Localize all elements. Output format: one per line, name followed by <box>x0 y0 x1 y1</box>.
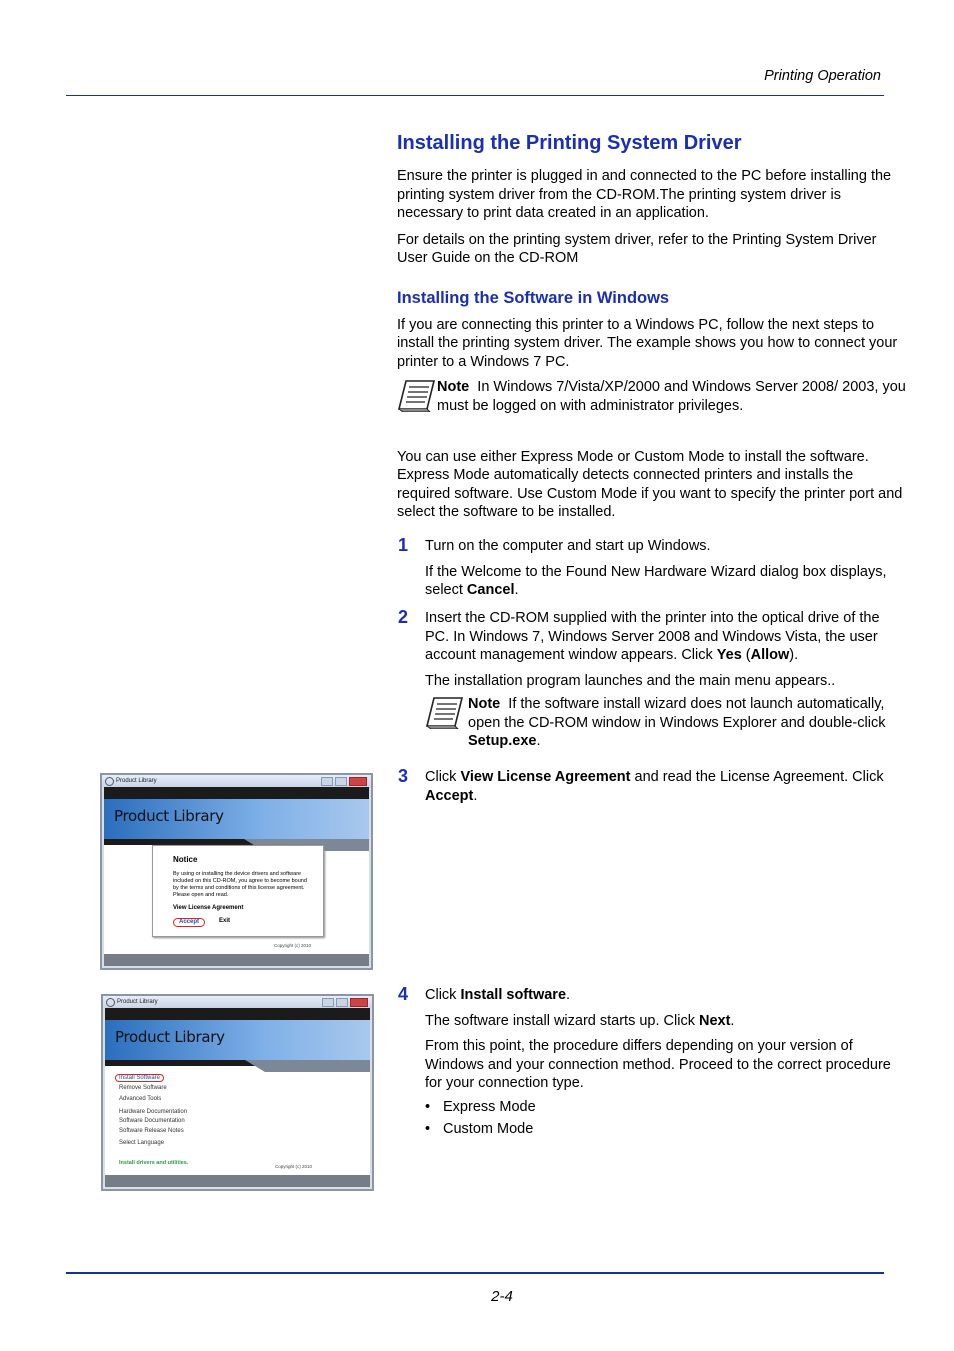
banner-title: Product Library <box>114 807 224 825</box>
notice-title: Notice <box>173 855 198 864</box>
note-label: Note <box>437 379 470 395</box>
note-label: Note <box>468 696 501 712</box>
bold-term: Setup.exe <box>468 733 537 749</box>
punctuation: . <box>473 787 478 804</box>
status-text: Install drivers and utilities. <box>119 1159 189 1166</box>
step-text: and read the License Agreement. Click <box>630 769 884 785</box>
menu-item-release-notes[interactable]: Software Release Notes <box>119 1127 184 1134</box>
close-icon <box>349 777 367 786</box>
section-subtitle: Installing the Software in Windows <box>397 288 670 307</box>
step-1 <box>425 537 905 600</box>
exit-button[interactable]: Exit <box>219 918 231 924</box>
bold-term: Yes <box>716 647 742 663</box>
step-number: 2 <box>398 607 409 627</box>
menu-item-install-software[interactable]: Install Software <box>115 1074 164 1082</box>
punctuation: . <box>730 1012 735 1029</box>
step-number: 3 <box>398 766 409 786</box>
window-titlebar <box>102 775 371 787</box>
step-4 <box>425 986 895 1139</box>
footer-rule <box>66 1272 884 1274</box>
intro-paragraph-2: For details on the printing system driver, refer to the Printing System Driver User Guide on the CD-ROM <box>397 231 877 266</box>
bold-term: Next <box>698 1012 731 1029</box>
menu-item-advanced-tools[interactable]: Advanced Tools <box>119 1096 162 1102</box>
bold-term: Accept <box>425 787 474 804</box>
note-box <box>397 378 909 418</box>
punctuation: . <box>514 582 519 598</box>
menu-item-remove-software[interactable]: Remove Software <box>119 1084 167 1091</box>
modes-paragraph: You can use either Express Mode or Custom Mode to install the software. Express Mode automatically detects connected printers and installs the required software. Use Custom Mode if you want to specify the printer port and select the software to be installed. <box>397 448 903 520</box>
app-icon <box>105 777 114 786</box>
window-body <box>104 787 369 954</box>
notice-text: By using or installing the device drivers and software included on this CD-ROM, you agree to become bound by the terms and conditions of this license agreement. Please open and read. <box>173 871 307 898</box>
banner-title: Product Library <box>115 1028 225 1046</box>
step-number: 4 <box>398 984 409 1004</box>
menu-item-select-language[interactable]: Select Language <box>119 1140 165 1146</box>
window-body <box>105 1008 370 1175</box>
window-title: Product Library <box>117 999 158 1005</box>
minimize-icon <box>322 998 334 1007</box>
step-subtext: The installation program launches and the main menu appears.. <box>425 672 836 689</box>
bullet-item: • Custom Mode <box>425 1120 895 1139</box>
punctuation: . <box>566 987 571 1003</box>
bold-term: Cancel <box>466 582 515 598</box>
app-icon <box>106 998 115 1007</box>
page-title: Installing the Printing System Driver <box>397 132 742 154</box>
step-3 <box>425 768 895 805</box>
step-text: Insert the CD-ROM supplied with the printer into the optical drive of the PC. In Windows 7, Windows Server 2008 and Windows Vista, the user account management window appears. Click <box>425 610 880 663</box>
step-subtext: From this point, the procedure differs depending on your version of Windows and your connection method. Proceed to the correct procedure for your connection type. <box>425 1038 891 1091</box>
menu-item-software-docs[interactable]: Software Documentation <box>119 1118 185 1124</box>
note-box <box>425 695 895 751</box>
punctuation: . <box>536 733 541 749</box>
note-text: In Windows 7/Vista/XP/2000 and Windows Server 2008/ 2003, you must be logged on with administrator privileges. <box>437 379 906 414</box>
screenshot-license <box>100 773 373 970</box>
window-footer <box>105 1175 370 1187</box>
header-rule <box>66 95 884 96</box>
accept-button[interactable]: Accept <box>173 918 205 927</box>
close-icon <box>350 998 368 1007</box>
copyright: Copyright (c) 2010 <box>273 943 311 948</box>
step-text: Click <box>425 769 461 785</box>
notice-dialog <box>152 845 324 937</box>
bullet-item: • Express Mode <box>425 1098 895 1117</box>
running-header: Printing Operation <box>764 68 881 84</box>
banner-tab <box>245 1060 370 1072</box>
bold-term: Allow <box>750 647 790 663</box>
note-pad-icon <box>397 378 437 418</box>
maximize-icon <box>335 777 347 786</box>
step-number: 1 <box>398 535 409 555</box>
window-titlebar <box>103 996 372 1008</box>
page-number: 2-4 <box>491 1288 513 1305</box>
copyright: Copyright (c) 2010 <box>274 1164 312 1169</box>
intro-paragraph: Ensure the printer is plugged in and connected to the PC before installing the printing system driver from the CD-ROM.The printing system driver is necessary to print data created in an application. <box>397 168 892 221</box>
maximize-icon <box>336 998 348 1007</box>
screenshot-menu <box>101 994 374 1191</box>
main-column <box>397 131 909 522</box>
punctuation: ( <box>741 647 751 663</box>
punctuation: ). <box>789 647 799 663</box>
note-text: If the software install wizard does not launch automatically, open the CD-ROM window in Windows Explorer and double-click <box>468 696 886 731</box>
window-title: Product Library <box>116 778 157 784</box>
note-pad-icon <box>425 695 468 751</box>
bold-term: Install software <box>460 987 567 1003</box>
menu-item-hardware-docs[interactable]: Hardware Documentation <box>119 1108 188 1115</box>
sub-intro: If you are connecting this printer to a Windows PC, follow the next steps to install the printing system driver. The example shows you how to connect your printer to a Windows 7 PC. <box>397 316 898 370</box>
view-license-link[interactable]: View License Agreement <box>173 905 244 911</box>
main-menu <box>119 1074 188 1168</box>
step-text: Turn on the computer and start up Windows. <box>425 538 711 554</box>
step-2 <box>425 609 895 751</box>
step-subtext: The software install wizard starts up. Click <box>425 1012 699 1029</box>
window-footer <box>104 954 369 966</box>
bold-term: View License Agreement <box>460 769 631 785</box>
step-subtext: If the Welcome to the Found New Hardware Wizard dialog box displays, select <box>425 563 887 598</box>
step-text: Click <box>425 987 461 1003</box>
minimize-icon <box>321 777 333 786</box>
